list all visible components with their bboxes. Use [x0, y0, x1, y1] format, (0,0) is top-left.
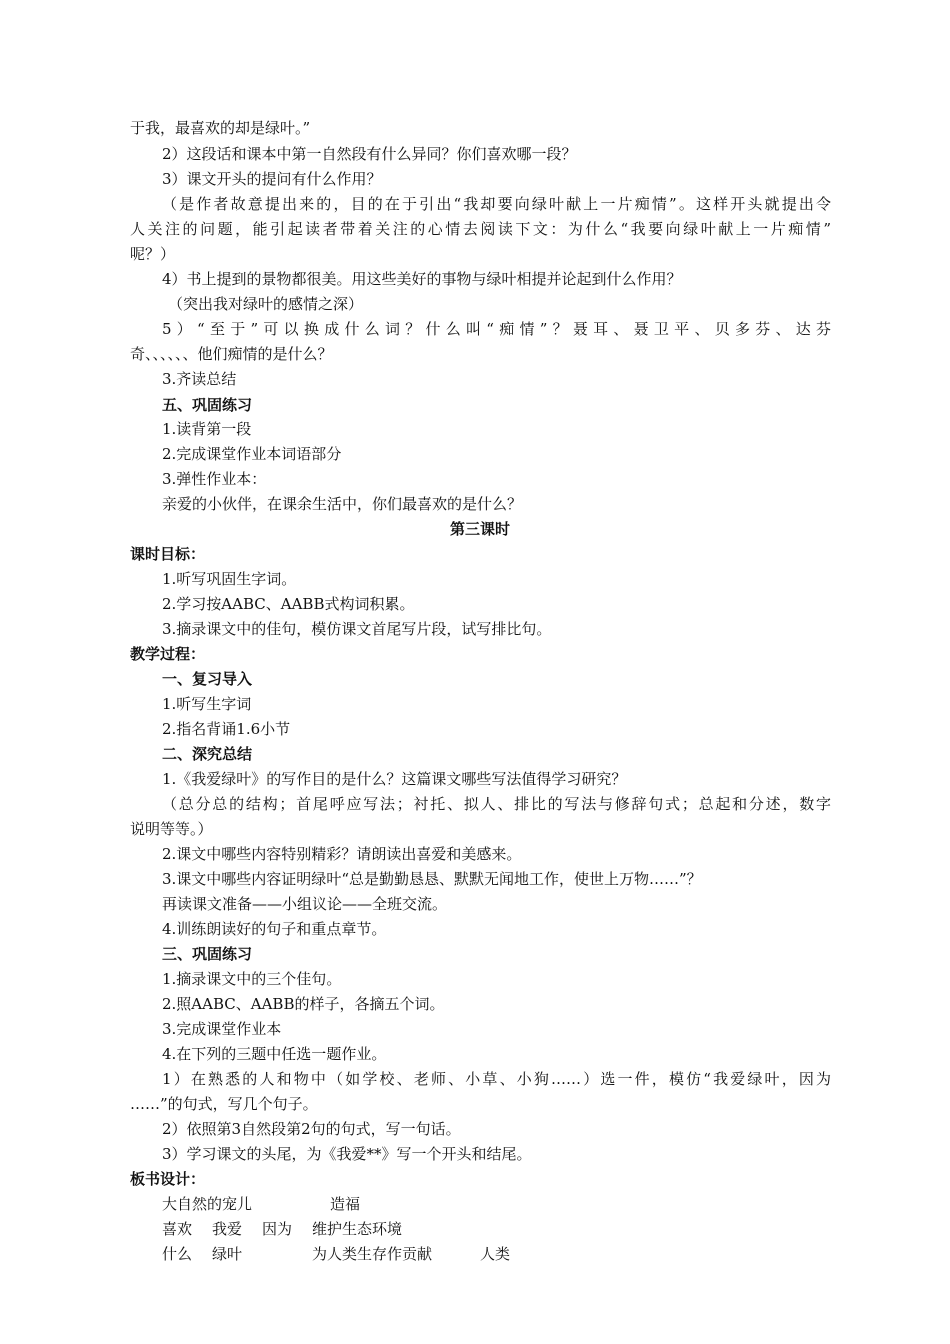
- text-line: 2.课文中哪些内容特别精彩？请朗读出喜爱和美感来。: [162, 845, 522, 863]
- text-line: 说明等等。）: [130, 820, 213, 838]
- text-line: 于我，最喜欢的却是绿叶。”: [130, 119, 311, 137]
- text-line: 1.听写巩固生字词。: [162, 570, 297, 588]
- text-line: （突出我对绿叶的感情之深）: [168, 295, 364, 313]
- text-line: 2.完成课堂作业本词语部分: [162, 445, 342, 463]
- text-line: 3.摘录课文中的佳句，模仿课文首尾写片段，试写排比句。: [162, 620, 552, 638]
- text-line: 3.齐读总结: [162, 370, 237, 388]
- board-label: 板书设计：: [130, 1170, 206, 1188]
- lesson-title: 第三课时: [449, 520, 510, 538]
- board-cell: 喜欢: [162, 1220, 193, 1238]
- text-line: 1）在熟悉的人和物中（如学校、老师、小草、小狗……）选一件，模仿“我爱绿叶，因为: [162, 1070, 831, 1088]
- board-cell: 造福: [330, 1195, 361, 1213]
- text-line: 4）书上提到的景物都很美。用这些美好的事物与绿叶相提并论起到什么作用？: [162, 270, 682, 288]
- text-line: 4.在下列的三题中任选一题作业。: [162, 1045, 387, 1063]
- text-line: 2.学习按AABC、AABB式构词积累。: [162, 595, 415, 613]
- text-line: 1.听写生字词: [162, 695, 252, 713]
- text-line: 3.完成课堂作业本: [162, 1020, 282, 1038]
- board-cell: 什么: [162, 1245, 193, 1263]
- text-line: 呢？）: [130, 245, 176, 263]
- text-line: 2）依照第3自然段第2句的句式，写一句话。: [162, 1120, 461, 1138]
- text-line: 2）这段话和课本中第一自然段有什么异同？你们喜欢哪一段？: [162, 145, 577, 163]
- text-line: 人关注的问题，能引起读者带着关注的心情去阅读下文：为什么“我要向绿叶献上一片痴情”: [130, 220, 831, 238]
- board-cell: 我爱: [212, 1220, 243, 1238]
- text-line: 5）“至于”可以换成什么词？什么叫“痴情”？聂耳、聂卫平、贝多芬、达芬: [162, 320, 831, 338]
- text-line: 亲爱的小伙伴，在课余生活中，你们最喜欢的是什么？: [162, 495, 523, 513]
- goals-label: 课时目标：: [130, 545, 206, 563]
- text-line: 3.弹性作业本：: [162, 470, 267, 488]
- text-line: 3）课文开头的提问有什么作用？: [162, 170, 382, 188]
- board-cell: 绿叶: [212, 1245, 243, 1263]
- board-cell: 因为: [262, 1220, 293, 1238]
- text-line: 1.摘录课文中的三个佳句。: [162, 970, 342, 988]
- text-line: 奇、、、、、、他们痴情的是什么？: [130, 345, 333, 363]
- text-line: 3.课文中哪些内容证明绿叶“总是勤勤恳恳、默默无闻地工作，使世上万物……”？: [162, 870, 702, 888]
- text-line: 2.指名背诵1.6小节: [162, 720, 291, 738]
- text-line: 3）学习课文的头尾，为《我爱**》写一个开头和结尾。: [162, 1145, 532, 1163]
- board-cell: 人类: [480, 1245, 511, 1263]
- text-line: 再读课文准备——小组议论——全班交流。: [162, 895, 448, 913]
- text-line: 1.读背第一段: [162, 420, 252, 438]
- text-line: （总分总的结构；首尾呼应写法；衬托、拟人、排比的写法与修辞句式；总起和分述，数字: [162, 795, 831, 813]
- process-label: 教学过程：: [130, 645, 206, 663]
- section-heading: 一、复习导入: [162, 670, 253, 688]
- section-heading: 二、深究总结: [162, 745, 253, 763]
- text-line: 2.照AABC、AABB的样子，各摘五个词。: [162, 995, 445, 1013]
- section-heading: 三、巩固练习: [162, 945, 253, 963]
- board-cell: 为人类生存作贡献: [312, 1245, 433, 1263]
- board-cell: 维护生态环境: [312, 1220, 403, 1238]
- text-line: ……”的句式，写几个句子。: [130, 1095, 318, 1113]
- section-heading: 五、巩固练习: [162, 396, 253, 414]
- board-cell: 大自然的宠儿: [162, 1195, 253, 1213]
- text-line: 1.《我爱绿叶》的写作目的是什么？这篇课文哪些写法值得学习研究？: [162, 770, 627, 788]
- text-line: 4.训练朗读好的句子和重点章节。: [162, 920, 387, 938]
- text-line: （是作者故意提出来的，目的在于引出“我却要向绿叶献上一片痴情”。这样开头就提出令: [162, 195, 831, 213]
